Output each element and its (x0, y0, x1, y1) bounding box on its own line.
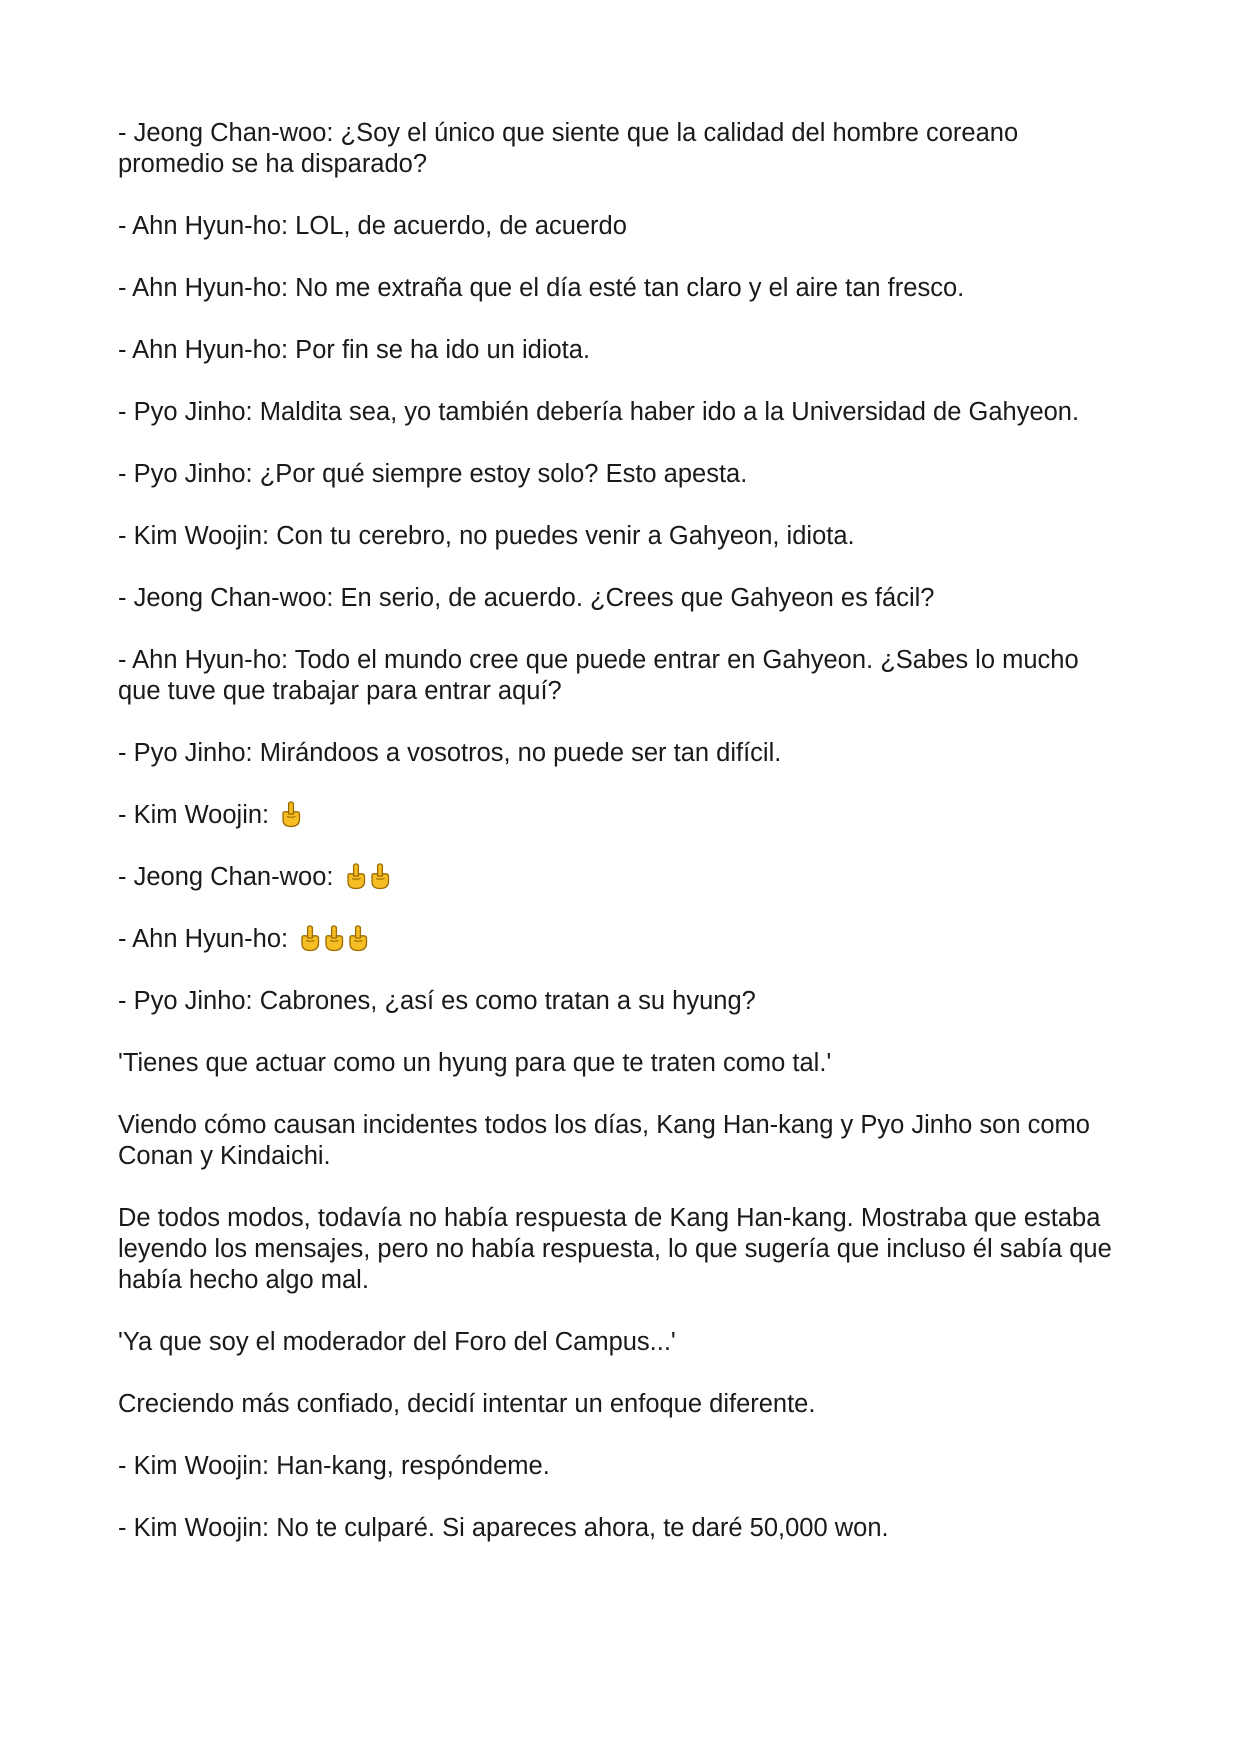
paragraph-13 (118, 924, 1128, 955)
paragraph-2 (118, 211, 1128, 242)
middle-finger-icon (323, 924, 345, 952)
paragraph-text: - Kim Woojin: No te culparé. Si apareces ahora, te daré 50,000 won. (118, 1514, 889, 1542)
paragraph-text: 'Tienes que actuar como un hyung para que te traten como tal.' (118, 1049, 832, 1077)
paragraph-8 (118, 583, 1128, 614)
paragraph-text: - Pyo Jinho: Maldita sea, yo también debería haber ido a la Universidad de Gahyeon. (118, 398, 1080, 426)
paragraph-text: - Ahn Hyun-ho: Por fin se ha ido un idiota. (118, 336, 591, 364)
paragraph-text: - Ahn Hyun-ho: LOL, de acuerdo, de acuerdo (118, 212, 627, 240)
paragraph-text: - Jeong Chan-woo: ¿Soy el único que siente que la calidad del hombre coreano promedio se ha disparado? (118, 119, 1019, 178)
paragraph-17 (118, 1203, 1128, 1296)
paragraph-18 (118, 1327, 1128, 1358)
paragraph-9 (118, 645, 1128, 707)
paragraph-3 (118, 273, 1128, 304)
middle-finger-icon (369, 862, 391, 890)
paragraph-text: De todos modos, todavía no había respuesta de Kang Han-kang. Mostraba que estaba leyendo los mensajes, pero no había respuesta, lo que sugería que incluso él sabía que había hecho algo mal. (118, 1204, 1112, 1294)
paragraph-text: Viendo cómo causan incidentes todos los días, Kang Han-kang y Pyo Jinho son como Conan y Kindaichi. (118, 1111, 1090, 1170)
paragraph-12 (118, 862, 1128, 893)
paragraph-text: - Pyo Jinho: ¿Por qué siempre estoy solo? Esto apesta. (118, 460, 748, 488)
emoji-group (341, 863, 391, 891)
emoji-group (295, 925, 369, 953)
paragraph-11 (118, 800, 1128, 831)
emoji-group (276, 801, 302, 829)
paragraph-20 (118, 1451, 1128, 1482)
paragraph-text: - Jeong Chan-woo: En serio, de acuerdo. ¿Crees que Gahyeon es fácil? (118, 584, 935, 612)
paragraph-14 (118, 986, 1128, 1017)
paragraph-19 (118, 1389, 1128, 1420)
paragraph-text: - Kim Woojin: (118, 801, 277, 829)
paragraph-text: 'Ya que soy el moderador del Foro del Campus...' (118, 1328, 676, 1356)
document-page (118, 118, 1128, 1575)
paragraph-16 (118, 1110, 1128, 1172)
paragraph-text: - Kim Woojin: Con tu cerebro, no puedes venir a Gahyeon, idiota. (118, 522, 855, 550)
middle-finger-icon (347, 924, 369, 952)
middle-finger-icon (280, 800, 302, 828)
paragraph-text: Creciendo más confiado, decidí intentar un enfoque diferente. (118, 1390, 816, 1418)
paragraph-text: - Jeong Chan-woo: (118, 863, 341, 891)
paragraph-21 (118, 1513, 1128, 1544)
paragraph-6 (118, 459, 1128, 490)
paragraph-text: - Pyo Jinho: Mirándoos a vosotros, no puede ser tan difícil. (118, 739, 782, 767)
paragraph-text: - Pyo Jinho: Cabrones, ¿así es como tratan a su hyung? (118, 987, 756, 1015)
paragraph-15 (118, 1048, 1128, 1079)
paragraph-text: - Ahn Hyun-ho: No me extraña que el día esté tan claro y el aire tan fresco. (118, 274, 965, 302)
paragraph-text: - Kim Woojin: Han-kang, respóndeme. (118, 1452, 550, 1480)
paragraph-4 (118, 335, 1128, 366)
paragraph-7 (118, 521, 1128, 552)
paragraph-text: - Ahn Hyun-ho: Todo el mundo cree que puede entrar en Gahyeon. ¿Sabes lo mucho que tuve que trabajar para entrar aquí? (118, 646, 1079, 705)
paragraph-10 (118, 738, 1128, 769)
middle-finger-icon (299, 924, 321, 952)
paragraph-1 (118, 118, 1128, 180)
paragraph-5 (118, 397, 1128, 428)
middle-finger-icon (345, 862, 367, 890)
paragraph-text: - Ahn Hyun-ho: (118, 925, 296, 953)
